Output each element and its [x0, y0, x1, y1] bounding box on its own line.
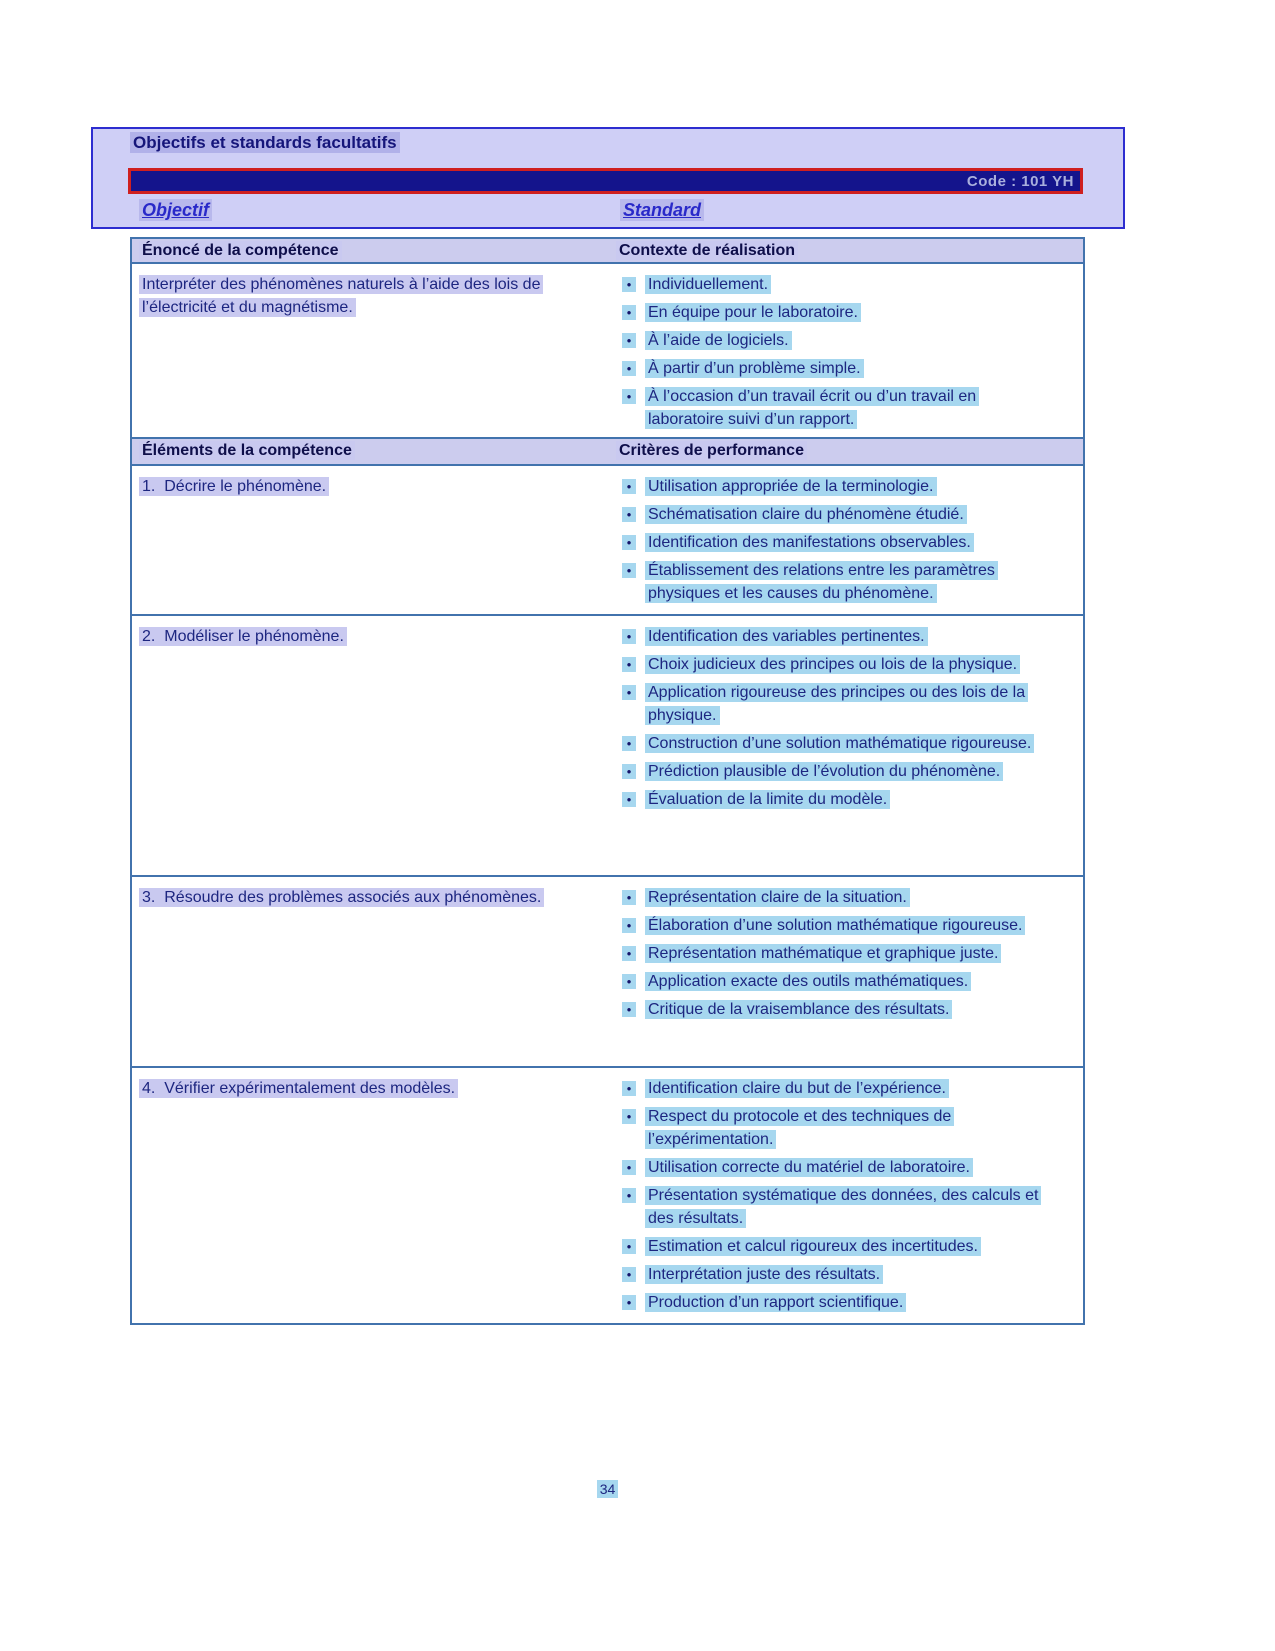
contexte-item-text: À l’aide de logiciels.	[645, 329, 792, 352]
code-bar	[128, 168, 1083, 194]
bullet-icon: •	[622, 1239, 636, 1254]
critere-item-text: Représentation mathématique et graphique juste.	[645, 942, 1001, 965]
bullet-icon: •	[622, 792, 636, 807]
critere-item	[622, 788, 1077, 811]
element-row-2	[132, 614, 1083, 875]
critere-item	[622, 1156, 1077, 1179]
header-box	[91, 127, 1125, 229]
criteres-cell	[609, 877, 1083, 1066]
critere-item-text: Schématisation claire du phénomène étudié.	[645, 503, 967, 526]
table2-header-right: Critères de performance	[609, 439, 1083, 464]
element-row-3	[132, 875, 1083, 1066]
bullet-icon: •	[622, 507, 636, 522]
critere-item	[622, 475, 1077, 498]
course-code: Code : 101 YH	[966, 172, 1074, 190]
document-title	[130, 133, 400, 153]
critere-item-text: Présentation systématique des données, des calculs et des résultats.	[645, 1184, 1047, 1230]
table2-header-left: Éléments de la compétence	[132, 439, 609, 464]
elements-table	[130, 437, 1085, 1325]
bullet-icon: •	[622, 946, 636, 961]
contexte-item	[622, 273, 1077, 296]
critere-item-text: Estimation et calcul rigoureux des incertitudes.	[645, 1235, 981, 1258]
contexte-item-text: À l’occasion d’un travail écrit ou d’un travail en laboratoire suivi d’un rapport.	[645, 385, 1047, 431]
bullet-icon: •	[622, 563, 636, 578]
critere-item-text: Application exacte des outils mathématiques.	[645, 970, 971, 993]
criteres-cell	[609, 1068, 1083, 1323]
bullet-icon: •	[622, 736, 636, 751]
critere-item-text: Évaluation de la limite du modèle.	[645, 788, 890, 811]
element-row-1	[132, 466, 1083, 614]
contexte-cell	[609, 264, 1083, 440]
bullet-icon: •	[622, 389, 636, 404]
contexte-item	[622, 385, 1077, 431]
table1-header-left: Énoncé de la compétence	[132, 239, 609, 262]
critere-item-text: Établissement des relations entre les paramètres physiques et les causes du phénomène.	[645, 559, 1047, 605]
element-text: 2. Modéliser le phénomène.	[139, 625, 551, 648]
page-number-text: 34	[597, 1480, 619, 1498]
competence-row	[132, 264, 1083, 440]
critere-item-text: Choix judicieux des principes ou lois de la physique.	[645, 653, 1020, 676]
critere-item-text: Représentation claire de la situation.	[645, 886, 910, 909]
critere-item	[622, 503, 1077, 526]
bullet-icon: •	[622, 657, 636, 672]
page-number	[130, 1481, 1085, 1497]
critere-item	[622, 760, 1077, 783]
critere-item-text: Identification des variables pertinentes.	[645, 625, 928, 648]
bullet-icon: •	[622, 333, 636, 348]
bullet-icon: •	[622, 890, 636, 905]
contexte-item	[622, 357, 1077, 380]
critere-item-text: Prédiction plausible de l’évolution du phénomène.	[645, 760, 1003, 783]
critere-item	[622, 681, 1077, 727]
critere-item-text: Identification des manifestations observables.	[645, 531, 974, 554]
objectif-heading	[139, 200, 212, 221]
bullet-icon: •	[622, 479, 636, 494]
contexte-item-text: À partir d’un problème simple.	[645, 357, 864, 380]
standard-heading	[620, 200, 704, 221]
bullet-icon: •	[622, 1160, 636, 1175]
critere-item-text: Interprétation juste des résultats.	[645, 1263, 883, 1286]
bullet-icon: •	[622, 764, 636, 779]
element-text: 4. Vérifier expérimentalement des modèles.	[139, 1077, 551, 1100]
bullet-icon: •	[622, 1109, 636, 1124]
critere-item	[622, 1291, 1077, 1314]
bullet-icon: •	[622, 535, 636, 550]
element-text: 3. Résoudre des problèmes associés aux phénomènes.	[139, 886, 551, 909]
standard-heading-text: Standard	[620, 199, 704, 221]
critere-item	[622, 942, 1077, 965]
critere-item	[622, 559, 1077, 605]
element-cell	[132, 616, 609, 875]
bullet-icon: •	[622, 629, 636, 644]
critere-item-text: Application rigoureuse des principes ou des lois de la physique.	[645, 681, 1047, 727]
element-text: 1. Décrire le phénomène.	[139, 475, 551, 498]
enonce-cell	[132, 264, 609, 440]
critere-item	[622, 1235, 1077, 1258]
critere-item-text: Construction d’une solution mathématique rigoureuse.	[645, 732, 1034, 755]
elements-table-header	[132, 439, 1083, 466]
bullet-icon: •	[622, 1002, 636, 1017]
critere-item-text: Élaboration d’une solution mathématique rigoureuse.	[645, 914, 1025, 937]
element-cell	[132, 466, 609, 614]
critere-item	[622, 1077, 1077, 1100]
bullet-icon: •	[622, 1188, 636, 1203]
critere-item	[622, 531, 1077, 554]
element-row-4	[132, 1066, 1083, 1323]
element-cell	[132, 877, 609, 1066]
element-cell	[132, 1068, 609, 1323]
critere-item-text: Production d’un rapport scientifique.	[645, 1291, 906, 1314]
critere-item	[622, 653, 1077, 676]
contexte-item-text: Individuellement.	[645, 273, 771, 296]
objectif-heading-text: Objectif	[139, 199, 212, 221]
criteres-cell	[609, 466, 1083, 614]
critere-item-text: Respect du protocole et des techniques de l’expérimentation.	[645, 1105, 1047, 1151]
bullet-icon: •	[622, 277, 636, 292]
table1-header-right: Contexte de réalisation	[609, 239, 1083, 262]
critere-item	[622, 732, 1077, 755]
critere-item	[622, 1105, 1077, 1151]
bullet-icon: •	[622, 974, 636, 989]
critere-item	[622, 625, 1077, 648]
critere-item	[622, 1263, 1077, 1286]
bullet-icon: •	[622, 361, 636, 376]
critere-item-text: Critique de la vraisemblance des résultats.	[645, 998, 952, 1021]
bullet-icon: •	[622, 305, 636, 320]
competence-table	[130, 237, 1085, 442]
critere-item	[622, 1184, 1077, 1230]
document-title-text: Objectifs et standards facultatifs	[130, 132, 400, 153]
contexte-item	[622, 301, 1077, 324]
critere-item	[622, 998, 1077, 1021]
competence-table-header	[132, 239, 1083, 264]
contexte-item	[622, 329, 1077, 352]
criteres-cell	[609, 616, 1083, 875]
critere-item-text: Utilisation appropriée de la terminologie.	[645, 475, 937, 498]
critere-item-text: Identification claire du but de l’expérience.	[645, 1077, 949, 1100]
critere-item-text: Utilisation correcte du matériel de laboratoire.	[645, 1156, 973, 1179]
bullet-icon: •	[622, 1081, 636, 1096]
bullet-icon: •	[622, 918, 636, 933]
critere-item	[622, 914, 1077, 937]
critere-item	[622, 970, 1077, 993]
bullet-icon: •	[622, 1267, 636, 1282]
contexte-item-text: En équipe pour le laboratoire.	[645, 301, 861, 324]
critere-item	[622, 886, 1077, 909]
enonce-text: Interpréter des phénomènes naturels à l’aide des lois de l’électricité et du magnétisme.	[139, 273, 564, 319]
bullet-icon: •	[622, 1295, 636, 1310]
bullet-icon: •	[622, 685, 636, 700]
